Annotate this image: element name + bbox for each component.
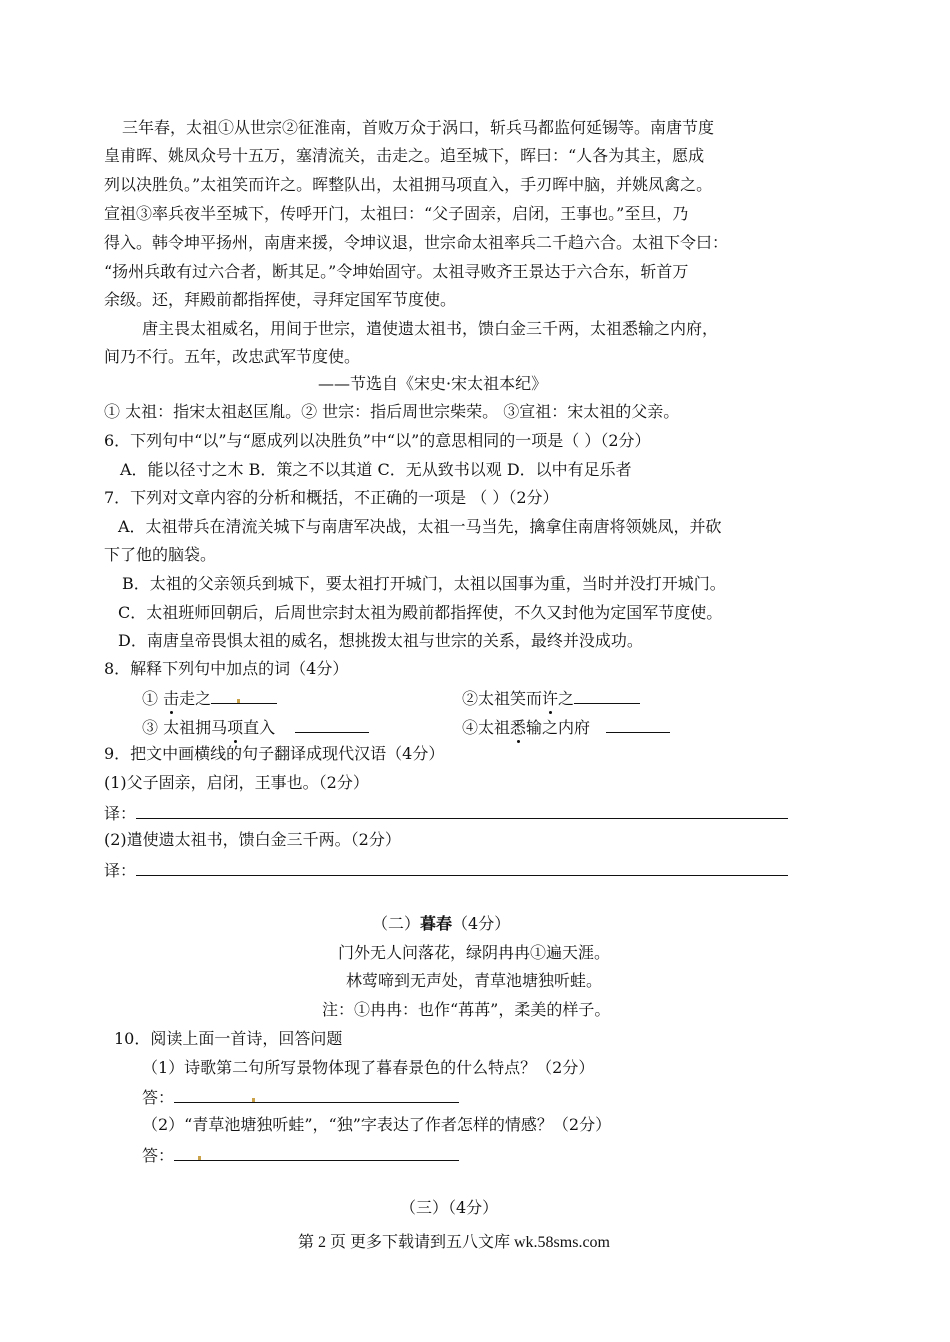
poem-title-text: 暮春 [420, 914, 453, 933]
cursor-mark [198, 1156, 201, 1160]
q10-answer-2-line[interactable] [174, 1144, 459, 1161]
page-footer: 第 2 页 更多下载请到五八文库 wk.58sms.com [298, 1234, 611, 1251]
q7-option-b: B．太祖的父亲领兵到城下，要太祖打开城门，太祖以国事为重，当时并没打开城门。 [122, 574, 726, 593]
q7-option-d: D．南唐皇帝畏惧太祖的威名，想挑拨太祖与世宗的关系，最终并没成功。 [118, 631, 643, 650]
q8-item-1: ① 击走之 [142, 687, 277, 709]
q9-stem: 9．把文中画横线的句子翻译成现代汉语（4分） [104, 744, 445, 763]
q9-sentence-2: (2)遣使遗太祖书，馈白金三千两。（2分） [104, 830, 401, 849]
q8-stem: 8．解释下列句中加点的词（4分） [104, 659, 349, 678]
q9-sentence-1: (1)父子固亲，启闭，王事也。（2分） [104, 773, 369, 792]
q7-stem: 7．下列对文章内容的分析和概括，不正确的一项是 （ ）（2分） [104, 488, 559, 507]
passage-source: ——节选自《宋史·宋太祖本纪》 [318, 374, 548, 393]
q7-option-c: C．太祖班师回朝后，后周世宗封太祖为殿前都指挥使，不久又封他为定国军节度使。 [118, 603, 723, 622]
q10-sub-1: （1）诗歌第二句所写景物体现了暮春景色的什么特点？（2分） [142, 1058, 595, 1077]
q10-answer-1: 答： [142, 1086, 459, 1108]
q8-item-4: ④太祖悉输之内府 [462, 716, 670, 738]
passage-line-5: 得入。韩令坤平扬州，南唐来援，令坤议退，世宗命太祖率兵二千趋六合。太祖下令曰： [104, 233, 729, 252]
q8-item-2: ②太祖笑而许之 [462, 687, 640, 709]
passage-line-6: “扬州兵敢有过六合者，断其足。”令坤始固守。太祖寻败齐王景达于六合东，斩首万 [104, 262, 689, 281]
q9-answer-1: 译： [104, 802, 788, 824]
poem-line-1: 门外无人问落花，绿阴冉冉①遍天涯。 [338, 943, 611, 962]
q10-stem: 10．阅读上面一首诗，回答问题 [114, 1029, 343, 1048]
q8-item-3-blank[interactable] [295, 716, 369, 733]
passage-line-2: 皇甫晖、姚凤众号十五万，塞清流关，击走之。追至城下，晖曰：“人各为其主，愿成 [104, 146, 705, 165]
q10-answer-1-line[interactable] [174, 1086, 459, 1103]
q7-option-a-line-1: A．太祖带兵在清流关城下与南唐军决战，太祖一马当先，擒拿住南唐将领姚凤，并砍 [118, 517, 722, 536]
passage-line-8: 唐主畏太祖威名，用间于世宗，遣使遗太祖书，馈白金三千两，太祖悉输之内府， [142, 319, 719, 338]
q10-sub-2: （2）“青草池塘独听蛙”，“独”字表达了作者怎样的情感？（2分） [142, 1115, 612, 1134]
cursor-mark [252, 1098, 255, 1102]
poem-note: 注：①冉冉：也作“苒苒”，柔美的样子。 [322, 1000, 611, 1019]
passage-notes: ① 太祖：指宋太祖赵匡胤。② 世宗：指后周世宗柴荣。 ③宣祖：宋太祖的父亲。 [104, 402, 680, 421]
q9-answer-2: 译： [104, 859, 788, 881]
cursor-mark [237, 699, 240, 703]
passage-line-1: 三年春，太祖①从世宗②征淮南，首败万众于涡口，斩兵马都监何延锡等。南唐节度 [122, 118, 715, 137]
poem-line-2: 林莺啼到无声处，青草池塘独听蛙。 [346, 971, 603, 990]
passage-line-7: 余级。还，拜殿前都指挥使，寻拜定国军节度使。 [104, 290, 457, 309]
q8-item-2-dotted-char: 许 [542, 689, 559, 708]
q9-answer-2-line[interactable] [136, 859, 788, 876]
poem-title: （二）暮春（4分） [372, 914, 511, 933]
q8-item-1-dotted-char: 击 [163, 689, 180, 708]
q8-item-2-blank[interactable] [574, 687, 640, 704]
q8-item-4-dotted-char: 悉 [510, 718, 527, 737]
q8-item-3-dotted-char: 项 [227, 718, 244, 737]
q9-answer-1-line[interactable] [136, 802, 788, 819]
passage-line-3: 列以决胜负。”太祖笑而许之。晖整队出，太祖拥马项直入，手刃晖中脑，并姚凤禽之。 [104, 175, 713, 194]
q8-item-1-blank[interactable] [211, 687, 277, 704]
q6-stem: 6．下列句中“以”与“愿成列以决胜负”中“以”的意思相同的一项是（ ）（2分） [104, 431, 651, 450]
q10-answer-2: 答： [142, 1144, 459, 1166]
q8-item-3: ③ 太祖拥马项直入 [142, 716, 369, 738]
q8-item-4-blank[interactable] [606, 716, 670, 733]
q6-options: A．能以径寸之木 B．策之不以其道 C．无从致书以观 D．以中有足乐者 [120, 460, 632, 479]
q7-option-a-line-2: 下了他的脑袋。 [104, 545, 217, 564]
passage-line-4: 宣祖③率兵夜半至城下，传呼开门，太祖曰：“父子固亲，启闭，王事也。”至旦，乃 [104, 204, 689, 223]
section-3-heading: （三）（4分） [400, 1198, 499, 1217]
passage-line-9: 间乃不行。五年，改忠武军节度使。 [104, 347, 361, 366]
